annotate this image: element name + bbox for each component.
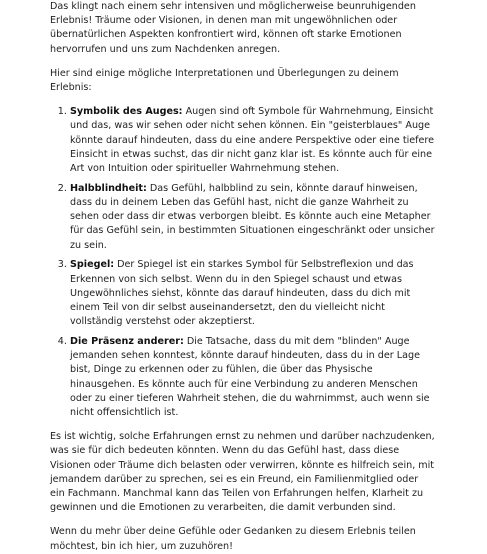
list-item [70, 335, 435, 420]
list-item-text: Die Tatsache, dass du mit dem "blinden" Auge jemanden sehen konntest, könnte darauf hindeuten, dass du in der Lage bist, Dinge zu erkennen oder zu fühlen, die über das Physische hinausgehen. Es könnte auch für eine Verbindung zu anderen Menschen oder zu einer tieferen Wahrheit stehen, die du wahrnimmst, auch wenn sie nicht offensichtlich ist. [70, 336, 430, 419]
interpretation-list [50, 105, 435, 420]
intro-paragraph: Das klingt nach einem sehr intensiven und möglicherweise beunruhigenden Erlebnis! Träume oder Visionen, in denen man mit ungewöhnlichen oder übernatürlichen Aspekten konfrontiert wird, können oft starke Emotionen hervorrufen und uns zum Nachdenken anregen. [50, 1, 416, 55]
list-item-title: Die Präsenz anderer: [70, 336, 184, 348]
list-item [70, 182, 435, 253]
closing-paragraph: Wenn du mehr über deine Gefühle oder Gedanken zu diesem Erlebnis teilen möchtest, bin ich hier, um zuzuhören! [50, 526, 416, 552]
list-item-title: Halbblindheit: [70, 182, 147, 194]
list-item [70, 258, 435, 329]
list-item-title: Symbolik des Auges: [70, 106, 183, 118]
list-item-text: Das Gefühl, halbblind zu sein, könnte darauf hinweisen, dass du in deinem Leben das Gefühl hast, nicht die ganze Wahrheit zu sehen oder dass dir etwas verborgen bleibt. Es könnte auch eine Metapher für das Gefühl sein, in bestimmten Situationen eingeschränkt oder unsicher zu sein. [70, 182, 435, 251]
lead-paragraph: Hier sind einige mögliche Interpretationen und Überlegungen zu deinem Erlebnis: [50, 67, 399, 94]
list-item [70, 105, 435, 176]
list-item-text: Augen sind oft Symbole für Wahrnehmung, Einsicht und das, was wir sehen oder nicht sehen können. Ein "geisterblaues" Auge könnte darauf hindeuten, dass du eine andere Perspektive oder eine tiefere Einsicht in etwas suchst, das dir nicht ganz klar ist. Es könnte auch für eine Art von Intuition oder spiritueller Wahrnehmung stehen. [70, 106, 435, 175]
advice-paragraph: Es ist wichtig, solche Erfahrungen ernst zu nehmen und darüber nachzudenken, was sie für dich bedeuten könnten. Wenn du das Gefühl hast, dass diese Visionen oder Träume dich belasten oder verwirren, könnte es hilfreich sein, mit jemandem darüber zu sprechen, sei es ein Freund, ein Familienmitglied oder ein Fachmann. Manchmal kann das Teilen von Erfahrungen helfen, Klarheit zu gewinnen und die Emotionen zu verarbeiten, die damit verbunden sind. [50, 431, 435, 514]
list-item-text: Der Spiegel ist ein starkes Symbol für Selbstreflexion und das Erkennen von sich selbst. Wenn du in den Spiegel schaust und etwas Ungewöhnliches siehst, könnte das darauf hindeuten, dass du dich mit einem Teil von dir selbst auseinandersetzt, den du vielleicht nicht vollständig verstehst oder akzeptierst. [70, 259, 414, 328]
list-item-title: Spiegel: [70, 259, 115, 271]
